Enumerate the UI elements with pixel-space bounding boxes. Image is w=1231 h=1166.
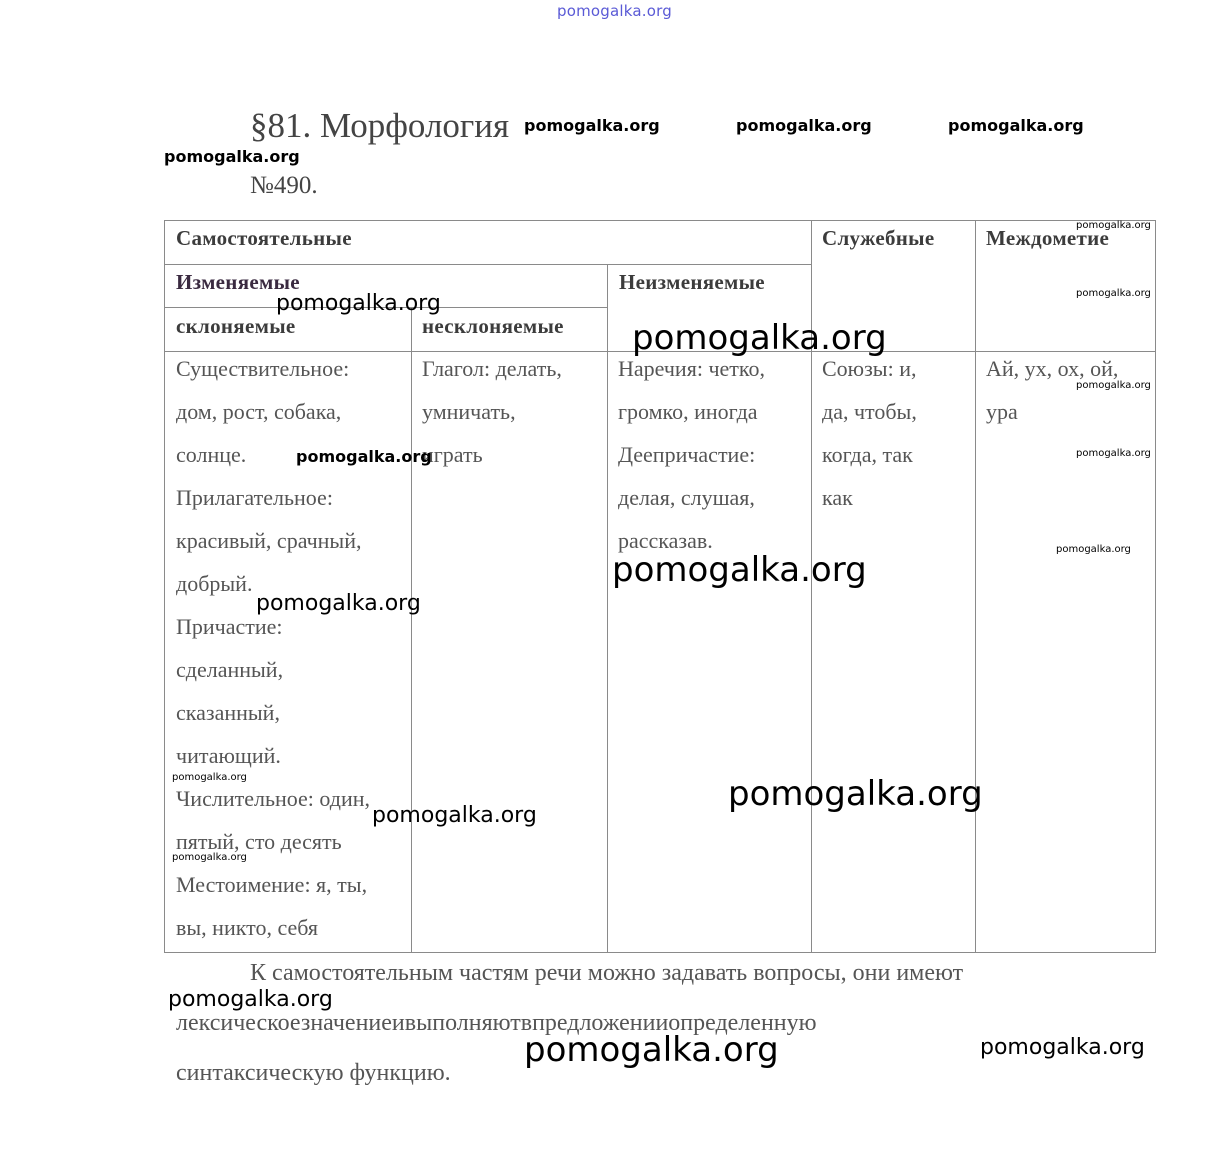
cell-line: Деепричастие: — [618, 442, 756, 467]
watermark: pomogalka.org — [736, 116, 872, 135]
watermark: pomogalka.org — [612, 550, 867, 590]
paragraph-line: синтаксическую функцию. — [176, 1060, 451, 1086]
header-changeable: Изменяемые — [176, 270, 300, 294]
cell-line: Наречия: четко, — [618, 356, 765, 381]
cell-line: Местоимение: я, ты, — [176, 872, 368, 897]
exercise-number: №490. — [250, 172, 318, 199]
watermark: pomogalka.org — [1076, 380, 1151, 391]
paragraph-word: в — [520, 1010, 533, 1036]
header-unchangeable: Неизменяемые — [619, 270, 765, 294]
cell-line: делая, слушая, — [618, 485, 755, 510]
watermark: pomogalka.org — [1076, 448, 1151, 459]
header-service: Служебные — [822, 226, 935, 250]
cell-indeclinable — [422, 347, 562, 476]
watermark: pomogalka.org — [1076, 288, 1151, 299]
watermark: pomogalka.org — [372, 803, 537, 828]
cell-line: Глагол: делать, — [422, 356, 562, 381]
watermark: pomogalka.org — [980, 1035, 1145, 1060]
cell-line: Союзы: и, — [822, 356, 917, 381]
watermark: pomogalka.org — [172, 772, 247, 783]
explanation-paragraph — [176, 948, 1142, 1098]
cell-line: громко, иногда — [618, 399, 758, 424]
watermark: pomogalka.org — [524, 1030, 779, 1070]
cell-line: вы, никто, себя — [176, 915, 319, 940]
watermark: pomogalka.org — [256, 591, 421, 616]
watermark: pomogalka.org — [524, 116, 660, 135]
cell-line: Прилагательное: — [176, 485, 333, 510]
cell-line: рассказав. — [618, 528, 713, 553]
cell-line: читающий. — [176, 743, 281, 768]
cell-line: красивый, срачный, — [176, 528, 362, 553]
watermark: pomogalka.org — [632, 318, 887, 358]
cell-line: сделанный, — [176, 657, 284, 682]
cell-line: солнце. — [176, 442, 247, 467]
paragraph-word: лексическое — [176, 1010, 301, 1036]
cell-line: дом, рост, собака, — [176, 399, 342, 424]
cell-line: когда, так — [822, 442, 913, 467]
watermark: pomogalka.org — [276, 291, 441, 316]
cell-line: Ай, ух, ох, ой, — [986, 356, 1119, 381]
header-declinable: склоняемые — [176, 314, 296, 338]
cell-line: Причастие: — [176, 614, 283, 639]
watermark: pomogalka.org — [1056, 544, 1131, 555]
cell-service — [822, 347, 917, 519]
cell-line: играть — [422, 442, 483, 467]
watermark: pomogalka.org — [948, 116, 1084, 135]
watermark: pomogalka.org — [296, 447, 432, 466]
paragraph-word: предложении — [532, 1010, 669, 1036]
cell-line: как — [822, 485, 853, 510]
cell-line: добрый. — [176, 571, 253, 596]
watermark: pomogalka.org — [1076, 220, 1151, 231]
cell-line: сказанный, — [176, 700, 280, 725]
cell-unchangeable — [618, 347, 765, 562]
cell-line: ура — [986, 399, 1018, 424]
paragraph-line: К самостоятельным частям речи можно задавать вопросы, они имеют — [250, 960, 964, 986]
cell-line: да, чтобы, — [822, 399, 917, 424]
paragraph-word: выполняют — [404, 1010, 521, 1036]
watermark: pomogalka.org — [728, 774, 983, 814]
cell-line: Числительное: один, — [176, 786, 371, 811]
section-heading: §81. Морфология — [250, 106, 510, 145]
paragraph-word: значение — [300, 1010, 392, 1036]
cell-line: Существительное: — [176, 356, 350, 381]
cell-line: пятый, сто десять — [176, 829, 342, 854]
watermark: pomogalka.org — [164, 147, 300, 166]
cell-line: умничать, — [422, 399, 516, 424]
watermark: pomogalka.org — [172, 852, 247, 863]
header-indeclinable: несклоняемые — [422, 314, 564, 338]
watermark: pomogalka.org — [168, 987, 333, 1012]
paragraph-word: и — [391, 1010, 405, 1036]
header-independent: Самостоятельные — [176, 226, 352, 250]
header-interjection: Междометие — [986, 226, 1110, 250]
paragraph-word: определенную — [668, 1010, 817, 1036]
watermark-top: pomogalka.org — [557, 2, 672, 20]
